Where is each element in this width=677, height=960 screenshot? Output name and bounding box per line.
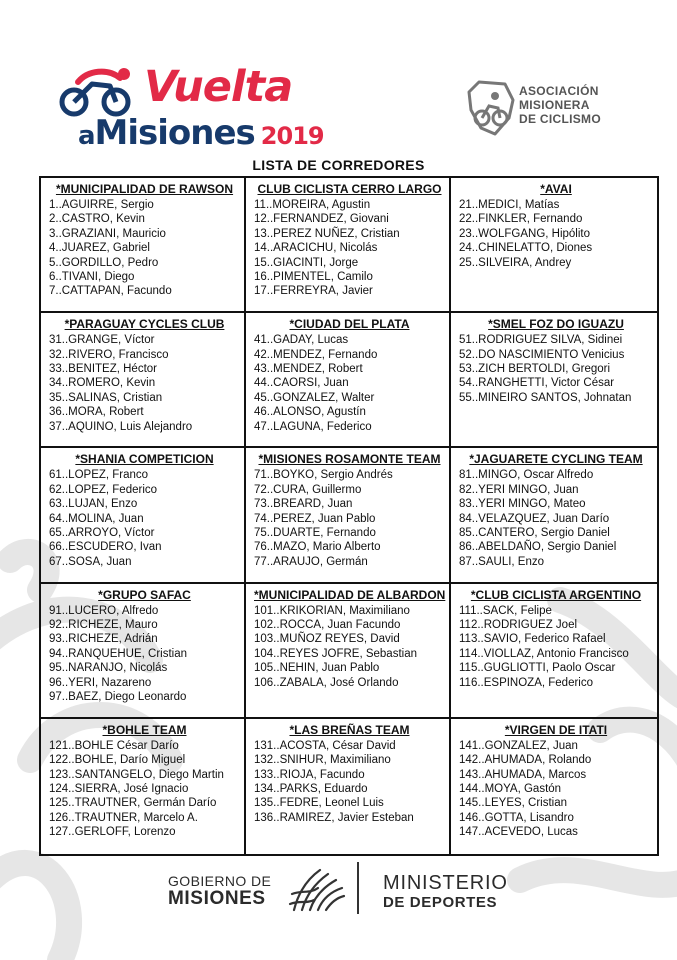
- rider-entry: 121..BOHLE César Darío: [49, 739, 179, 752]
- rider-entry: 22..FINKLER, Fernando: [459, 213, 583, 226]
- team-cell: [451, 584, 657, 719]
- riders-grid: [39, 176, 659, 856]
- rider-list: [254, 333, 445, 434]
- rider-entry: 145..LEYES, Cristian: [459, 797, 568, 810]
- rider-entry: 21..MEDICI, Matías: [459, 199, 560, 211]
- association-logo: [465, 80, 625, 140]
- association-line-1: ASOCIACIÓN: [519, 84, 599, 98]
- rider-list: [49, 739, 240, 840]
- rider-entry: 12..FERNANDEZ, Giovani: [254, 213, 389, 226]
- rider-entry: 115..GUGLIOTTI, Paolo Oscar: [459, 662, 616, 675]
- rider-entry: 133..RIOJA, Facundo: [254, 768, 365, 781]
- team-name: CLUB CICLISTA CERRO LARGO: [257, 182, 442, 196]
- rider-entry: 33..BENITEZ, Héctor: [49, 363, 158, 375]
- rider-entry: 63..LUJAN, Enzo: [49, 498, 138, 511]
- team-cell: [41, 178, 246, 313]
- rider-entry: 111..SACK, Felipe: [459, 604, 552, 617]
- rider-entry: 114..VIOLLAZ, Antonio Francisco: [459, 647, 629, 660]
- rider-entry: 24..CHINELATTO, Diones: [459, 242, 593, 255]
- rider-entry: 103..MUÑOZ REYES, David: [254, 633, 400, 646]
- rider-entry: 144..MOYA, Gastón: [459, 783, 562, 796]
- rider-entry: 43..MENDEZ, Robert: [254, 363, 363, 375]
- rider-entry: 142..AHUMADA, Rolando: [459, 754, 592, 767]
- rider-entry: 134..PARKS, Eduardo: [254, 783, 368, 796]
- government-emblem-icon: [284, 864, 346, 916]
- team-cell: [451, 178, 657, 313]
- footer-divider: [357, 862, 359, 914]
- team-cell: [41, 584, 246, 719]
- rider-entry: 147..ACEVEDO, Lucas: [459, 826, 578, 839]
- rider-entry: 2..CASTRO, Kevin: [49, 213, 145, 226]
- rider-list: [459, 604, 653, 690]
- team-cell: [246, 448, 451, 583]
- rider-entry: 31..GRANGE, Víctor: [49, 334, 155, 347]
- rider-entry: 55..MINEIRO SANTOS, Johnatan: [459, 391, 632, 404]
- team-cell: [41, 313, 246, 448]
- team-cell: [41, 719, 246, 854]
- brand-year: 2019: [260, 122, 324, 150]
- rider-entry: 132..SNIHUR, Maximiliano: [254, 754, 391, 767]
- rider-list: [49, 333, 240, 434]
- rider-entry: 81..MINGO, Oscar Alfredo: [459, 469, 594, 482]
- government-logo-text: [168, 873, 271, 909]
- rider-entry: 23..WOLFGANG, Hipólito: [459, 227, 591, 240]
- rider-entry: 122..BOHLE, Darío Miguel: [49, 754, 186, 767]
- team-name: *AVAI: [540, 182, 572, 196]
- rider-entry: 34..ROMERO, Kevin: [49, 377, 156, 390]
- rider-entry: 61..LOPEZ, Franco: [49, 469, 149, 482]
- rider-entry: 131..ACOSTA, César David: [254, 739, 396, 752]
- team-cell: [246, 178, 451, 313]
- rider-entry: 65..ARROYO, Víctor: [49, 527, 155, 540]
- rider-entry: 141..GONZALEZ, Juan: [459, 739, 578, 752]
- rider-entry: 91..LUCERO, Alfredo: [49, 604, 159, 617]
- rider-entry: 82..YERI MINGO, Juan: [459, 483, 579, 496]
- rider-entry: 41..GADAY, Lucas: [254, 334, 349, 347]
- rider-entry: 96..YERI, Nazareno: [49, 676, 152, 689]
- rider-list: [254, 198, 445, 299]
- rider-entry: 14..ARACICHU, Nicolás: [254, 242, 378, 255]
- rider-entry: 146..GOTTA, Lisandro: [459, 811, 574, 824]
- rider-entry: 95..NARANJO, Nicolás: [49, 662, 168, 675]
- rider-entry: 52..DO NASCIMIENTO Venicius: [459, 348, 625, 361]
- brand-subtitle-misiones: Misiones: [94, 113, 255, 153]
- province-cyclist-icon: [465, 80, 517, 136]
- team-cell: [451, 448, 657, 583]
- rider-entry: 75..DUARTE, Fernando: [254, 527, 376, 540]
- rider-entry: 135..FEDRE, Leonel Luis: [254, 797, 384, 810]
- rider-entry: 126..TRAUTNER, Marcelo A.: [49, 811, 198, 824]
- rider-entry: 51..RODRIGUEZ SILVA, Sidinei: [459, 334, 623, 347]
- rider-entry: 92..RICHEZE, Mauro: [49, 619, 158, 631]
- rider-entry: 36..MORA, Robert: [49, 406, 144, 419]
- rider-entry: 104..REYES JOFRE, Sebastian: [254, 647, 417, 660]
- rider-entry: 94..RANQUEHUE, Cristian: [49, 647, 188, 660]
- association-line-3: DE CICLISMO: [519, 112, 601, 126]
- ministry-line-2: DE DEPORTES: [383, 894, 498, 911]
- ministry-line-1: MINISTERIO: [383, 872, 508, 894]
- brand-title: Vuelta: [144, 62, 293, 112]
- association-name: [519, 84, 629, 126]
- team-name: *MISIONES ROSAMONTE TEAM: [258, 452, 441, 467]
- rider-list: [459, 739, 653, 840]
- rider-entry: 35..SALINAS, Cristian: [49, 391, 163, 404]
- team-cell: [246, 719, 451, 854]
- rider-entry: 37..AQUINO, Luis Alejandro: [49, 420, 193, 433]
- team-name: *CIUDAD DEL PLATA: [289, 317, 410, 332]
- rider-entry: 64..MOLINA, Juan: [49, 512, 144, 525]
- rider-entry: 42..MENDEZ, Fernando: [254, 348, 378, 361]
- rider-entry: 74..PEREZ, Juan Pablo: [254, 512, 376, 525]
- team-name: *BOHLE TEAM: [102, 722, 187, 737]
- team-name: *SHANIA COMPETICION: [75, 452, 214, 467]
- team-name: *MUNICIPALIDAD DE ALBARDON: [254, 587, 446, 602]
- rider-entry: 25..SILVEIRA, Andrey: [459, 256, 572, 269]
- team-name: *JAGUARETE CYCLING TEAM: [469, 452, 643, 467]
- team-name: *PARAGUAY CYCLES CLUB: [64, 317, 225, 332]
- rider-entry: 123..SANTANGELO, Diego Martin: [49, 768, 224, 781]
- rider-entry: 143..AHUMADA, Marcos: [459, 768, 587, 781]
- rider-list: [459, 333, 653, 405]
- rider-list: [49, 604, 240, 705]
- rider-entry: 67..SOSA, Juan: [49, 555, 132, 568]
- association-line-2: MISIONERA: [519, 98, 590, 112]
- rider-entry: 116..ESPINOZA, Federico: [459, 676, 594, 689]
- rider-entry: 106..ZABALA, José Orlando: [254, 676, 399, 689]
- rider-entry: 127..GERLOFF, Lorenzo: [49, 826, 176, 839]
- rider-entry: 72..CURA, Guillermo: [254, 483, 362, 496]
- rider-entry: 16..PIMENTEL, Camilo: [254, 271, 373, 284]
- team-name: *GRUPO SAFAC: [98, 587, 191, 602]
- rider-entry: 7..CATTAPAN, Facundo: [49, 285, 172, 298]
- rider-entry: 101..KRIKORIAN, Maximiliano: [254, 604, 410, 617]
- rider-entry: 13..PEREZ NUÑEZ, Cristian: [254, 227, 400, 240]
- team-name: *MUNICIPALIDAD DE RAWSON: [55, 182, 234, 196]
- rider-entry: 87..SAULI, Enzo: [459, 555, 545, 568]
- rider-entry: 4..JUAREZ, Gabriel: [49, 242, 150, 255]
- rider-list: [49, 468, 240, 569]
- rider-entry: 46..ALONSO, Agustín: [254, 406, 366, 419]
- rider-entry: 113..SAVIO, Federico Rafael: [459, 633, 606, 646]
- rider-entry: 32..RIVERO, Francisco: [49, 348, 169, 361]
- rider-entry: 84..VELAZQUEZ, Juan Darío: [459, 512, 610, 525]
- team-cell: [41, 448, 246, 583]
- team-cell: [246, 313, 451, 448]
- rider-entry: 71..BOYKO, Sergio Andrés: [254, 469, 393, 482]
- rider-entry: 73..BREARD, Juan: [254, 498, 353, 511]
- rider-list: [254, 739, 445, 825]
- rider-entry: 86..ABELDAÑO, Sergio Daniel: [459, 541, 617, 554]
- rider-entry: 6..TIVANI, Diego: [49, 271, 135, 284]
- team-name: *LAS BREÑAS TEAM: [289, 722, 410, 737]
- rider-entry: 11..MOREIRA, Agustin: [254, 199, 371, 211]
- rider-entry: 97..BAEZ, Diego Leonardo: [49, 691, 187, 704]
- ministry-logo-text: [383, 872, 508, 911]
- rider-entry: 62..LOPEZ, Federico: [49, 483, 158, 496]
- rider-entry: 124..SIERRA, José Ignacio: [49, 783, 189, 796]
- event-logo: [58, 60, 324, 155]
- government-line-2: MISIONES: [168, 888, 266, 909]
- rider-list: [254, 604, 445, 690]
- team-name: *CLUB CICLISTA ARGENTINO: [470, 587, 642, 602]
- rider-entry: 93..RICHEZE, Adrián: [49, 633, 158, 646]
- rider-entry: 44..CAORSI, Juan: [254, 377, 349, 390]
- team-cell: [246, 584, 451, 719]
- footer-logos: [0, 860, 677, 920]
- team-name: *SMEL FOZ DO IGUAZU: [488, 317, 624, 332]
- rider-entry: 45..GONZALEZ, Walter: [254, 391, 375, 404]
- rider-entry: 136..RAMIREZ, Javier Esteban: [254, 811, 414, 824]
- team-cell: [451, 313, 657, 448]
- brand-subtitle: [78, 114, 324, 155]
- rider-list: [254, 468, 445, 569]
- rider-entry: 112..RODRIGUEZ Joel: [459, 619, 578, 631]
- brand-subtitle-a: a: [78, 121, 95, 151]
- rider-list: [459, 468, 653, 569]
- rider-entry: 83..YERI MINGO, Mateo: [459, 498, 586, 511]
- rider-entry: 66..ESCUDERO, Ivan: [49, 541, 162, 554]
- rider-entry: 77..ARAUJO, Germán: [254, 555, 368, 568]
- rider-entry: 17..FERREYRA, Javier: [254, 285, 373, 298]
- page-title: LISTA DE CORREDORES: [252, 157, 425, 173]
- rider-list: [49, 198, 240, 299]
- rider-entry: 53..ZICH BERTOLDI, Gregori: [459, 363, 611, 375]
- rider-entry: 102..ROCCA, Juan Facundo: [254, 619, 401, 631]
- rider-entry: 3..GRAZIANI, Mauricio: [49, 227, 166, 240]
- rider-entry: 5..GORDILLO, Pedro: [49, 256, 159, 269]
- rider-entry: 125..TRAUTNER, Germán Darío: [49, 797, 217, 810]
- rider-entry: 105..NEHIN, Juan Pablo: [254, 662, 380, 675]
- rider-entry: 15..GIACINTI, Jorge: [254, 256, 359, 269]
- team-cell: [451, 719, 657, 854]
- team-name: *VIRGEN DE ITATI: [504, 722, 608, 737]
- rider-entry: 47..LAGUNA, Federico: [254, 420, 372, 433]
- cyclist-icon: [58, 64, 138, 120]
- rider-list: [459, 198, 653, 270]
- rider-entry: 85..CANTERO, Sergio Daniel: [459, 527, 610, 540]
- government-line-1: GOBIERNO DE: [168, 873, 272, 889]
- rider-entry: 54..RANGHETTI, Victor César: [459, 377, 615, 390]
- rider-entry: 1..AGUIRRE, Sergio: [49, 199, 154, 211]
- rider-entry: 76..MAZO, Mario Alberto: [254, 541, 381, 554]
